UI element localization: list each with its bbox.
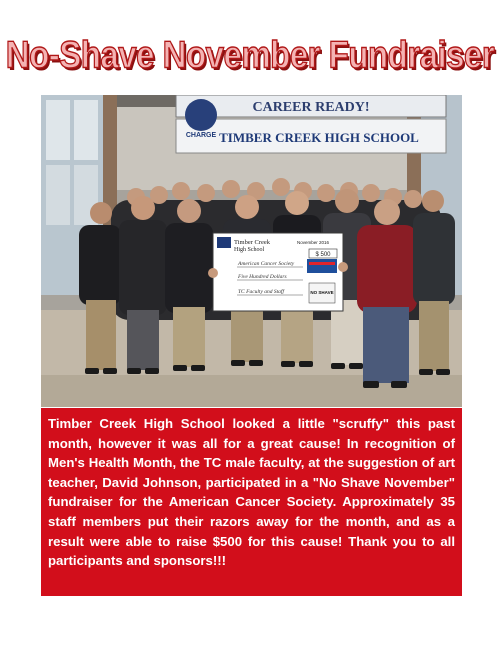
check-no-shave-stamp: NO SHAVE xyxy=(310,290,334,295)
check-memo: TC Faculty and Staff xyxy=(238,289,284,295)
check-payee: American Cancer Society xyxy=(238,261,295,267)
check-school-line2: High School xyxy=(234,247,265,253)
check-amount: $ 500 xyxy=(315,252,331,258)
banner-school-name: TIMBER CREEK HIGH SCHOOL xyxy=(219,130,419,145)
story-caption: Timber Creek High School looked a little "scruffy" this past month, however it was all for a great cause! In recognition of Men's Health Month, the TC male faculty, at the suggestion of art teacher, David Johnson, participated in a "No Shave November" fundraiser for the American Cancer Society. Approximately 35 staff members put their razors away for the month, and as a result were able to raise $500 for this cause! Thank you to all participants and sponsors!!! xyxy=(41,408,462,596)
page-title: No-Shave November Fundraiser xyxy=(5,33,495,76)
banner-career-ready: CAREER READY! xyxy=(252,100,370,115)
check-school-line1: Timber Creek xyxy=(234,239,271,246)
banner-charge-logo: CHARGE xyxy=(185,132,217,139)
group-photo xyxy=(41,95,462,407)
check-date: November 2016 xyxy=(297,240,330,245)
donation-check xyxy=(213,233,343,311)
check-amount-words: Five Hundred Dollars xyxy=(238,274,287,280)
